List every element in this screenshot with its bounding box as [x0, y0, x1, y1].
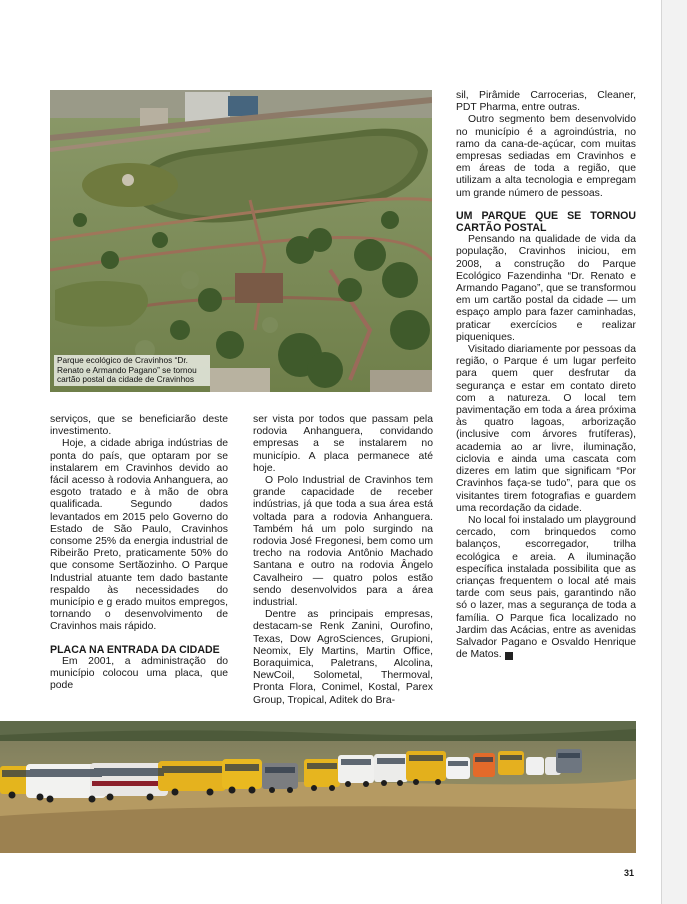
park-aerial-illustration [50, 90, 432, 392]
article-column-1 [50, 414, 228, 692]
park-aerial-photo [50, 90, 432, 392]
col3-paragraph-3: Pensando na qualidade de vida da população, Cravinhos iniciou, em 2008, a construção do Parque Ecológico Fazendinha “Dr. Renato e Armando Pagano”, que se transformou em um cartão postal da cidade — um espaço amplo para fazer caminhadas, praticar exercícios e realizar piqueniques. [456, 234, 636, 343]
section-heading-park: UM PARQUE QUE SE TORNOU CARTÃO POSTAL [456, 209, 636, 235]
col2-paragraph-1: ser vista por todos que passam pela rodovia Anhanguera, convidando empresas a se instalarem no município. A placa permanece até hoje. [253, 414, 433, 474]
article-column-2 [253, 414, 433, 707]
end-of-article-mark: r [505, 652, 513, 660]
page-number: 31 [624, 868, 635, 878]
col1-paragraph-2: Hoje, a cidade abriga indústrias de ponta do país, que optaram por se instalarem em Cravinhos devido ao fácil acesso à rodovia Anhanguera, ao esgoto tratado e à mão de obra qualificada. Segundo dados levantados em 2015 pelo Governo do Estado de São Paulo, Cravinhos consome 25% da energia industrial de Ribeirão Preto, praticamente 50% do que consome Sertãozinho. O Parque Industrial atuante tem dado bastante respaldo às necessidades do município e g erado muitos empregos, tornando o desenvolvimento de Cravinhos mais rápido. [50, 438, 228, 633]
col1-paragraph-3: Em 2001, a administração do município colocou uma placa, que pode [50, 655, 228, 692]
col3-paragraph-2: Outro segmento bem desenvolvido no município é a agroindústria, no ramo da cana-de-açúcar, com muitas empresas sediadas em Cravinhos e em áreas de toda a região, que utilizam a alta tecnologia e empregam um grande número de pessoas. [456, 114, 636, 199]
article-column-3 [456, 90, 636, 661]
col3-paragraph-5-text: No local foi instalado um playground cercado, com brinquedos como balanços, escorregador, trilha ecológica e areia. A iluminação específica instalada possibilita que as crianças frequentem o local até mais tarde com seus pais, garantindo não só o lazer, mas a segurança de toda a família. O Parque fica localizado no Jardim das Acácias, entre as avenidas Salvador Pagano e Osvaldo Henrique de Matos. [456, 514, 636, 661]
bus-fleet-photo [0, 721, 636, 853]
photo-caption: Parque ecológico de Cravinhos “Dr. Renato e Armando Pagano” se tornou cartão postal da cidade de Cravinhos [54, 355, 210, 386]
section-heading-placa: PLACA NA ENTRADA DA CIDADE [50, 643, 220, 656]
page-edge [661, 0, 687, 904]
col3-paragraph-1: sil, Pirâmide Carrocerias, Cleaner, PDT Pharma, entre outras. [456, 90, 636, 114]
col3-paragraph-4: Visitado diariamente por pessoas da região, o Parque é um lugar perfeito para quem quer desfrutar da segurança e estar em contato direto com a natureza. O local tem pavimentação em toda a área próxima às quatro lagoas, arborização (inclusive com árvores frutíferas), academia ao ar livre, iluminação, ciclovia e ainda uma cascata com dizeres em latim que significam “Por Cravinhos faça-se tudo”, para que os visitantes tirem fotografias e guardem uma recordação da cidade. [456, 344, 636, 514]
bus-fleet-illustration [0, 721, 636, 853]
col1-paragraph-1: serviços, que se beneficiarão deste investimento. [50, 414, 228, 438]
col3-paragraph-5 [456, 515, 636, 661]
col2-paragraph-2: O Polo Industrial de Cravinhos tem grande capacidade de receber indústrias, já que toda a sua área está voltada para a rodovia Anhanguera. Também há um polo surgindo na rodovia José Fregonesi, bem como um trecho na rodovia Antônio Machado Santana e outro na rodovia Ângelo Cavalheiro — quatro polos estão sendo desenvolvidos para a área industrial. [253, 475, 433, 609]
col2-paragraph-3: Dentre as principais empresas, destacam-se Renk Zanini, Ourofino, Texas, Dow AgroSciences, Grupioni, Neomix, Ely Martins, Martin Office, Boraquimica, Paletrans, Alcolina, NewCoil, Solometal, Thermoval, Pronta Flora, Conimel, Kostal, Parex Group, Tropical, Aditek do Bra- [253, 609, 433, 706]
